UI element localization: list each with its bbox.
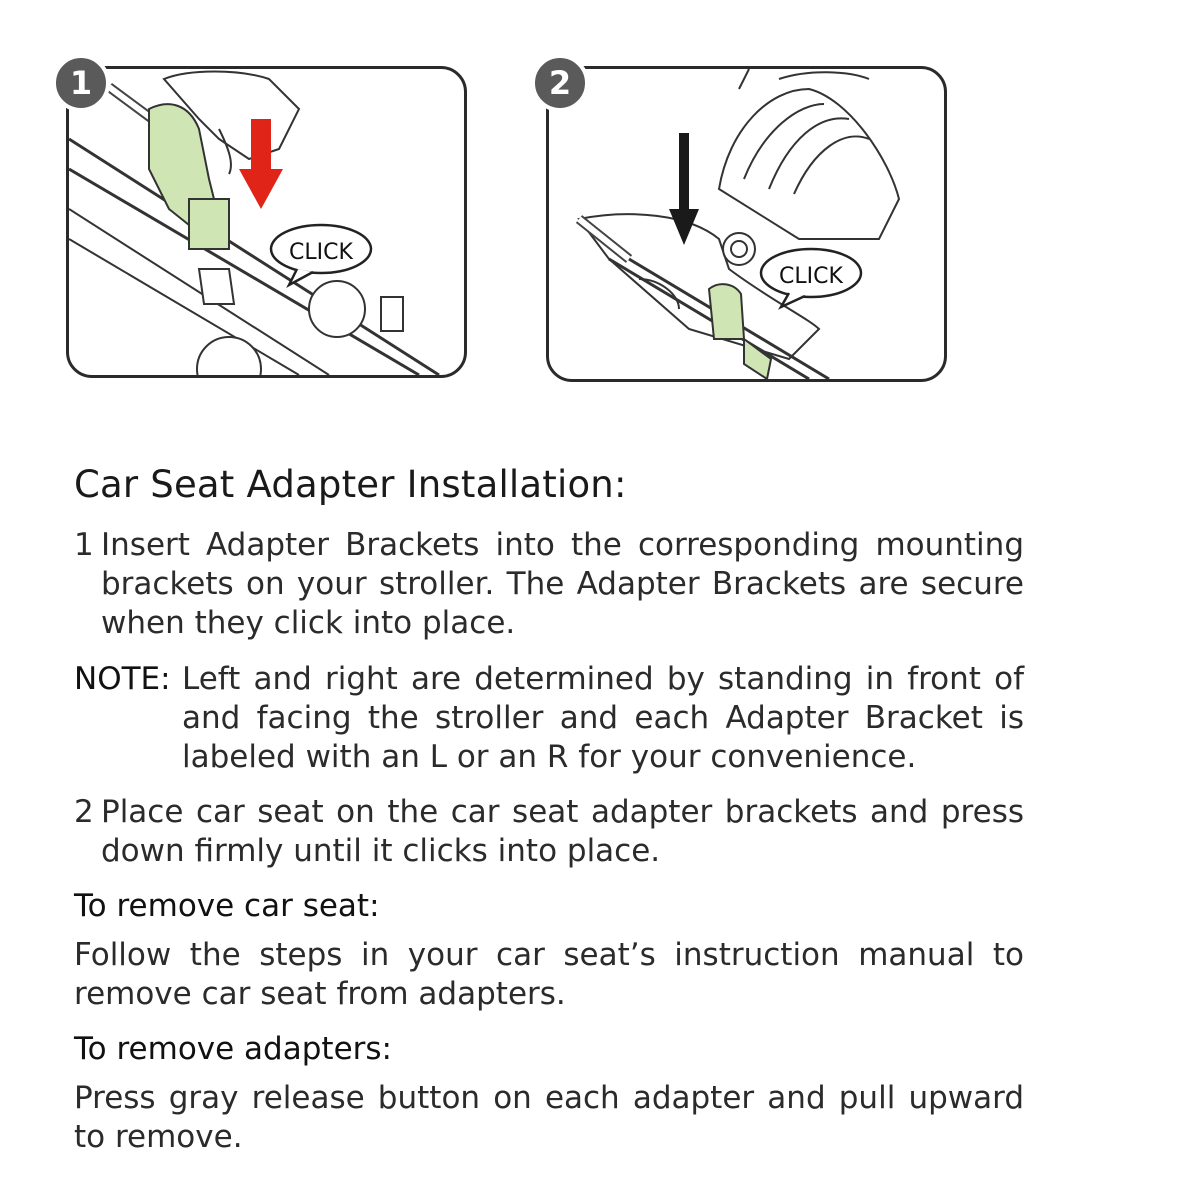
adapter-bracket bbox=[709, 284, 744, 339]
click-label: CLICK bbox=[289, 240, 353, 265]
note-label: NOTE: bbox=[74, 661, 171, 697]
step-1-badge: 1 bbox=[52, 54, 110, 112]
remove-adapters-heading: To remove adapters: bbox=[74, 1031, 392, 1067]
step-number: 1 bbox=[74, 527, 94, 563]
remove-car-seat-text: Follow the steps in your car seat’s instruction manual to remove car seat from adapters. bbox=[74, 937, 1024, 1012]
click-label: CLICK bbox=[779, 264, 843, 289]
instruction-step-2 bbox=[74, 793, 1024, 871]
step-number: 2 bbox=[74, 794, 94, 830]
illustration-step-2 bbox=[546, 66, 947, 382]
stroller-bracket-drawing bbox=[69, 69, 464, 375]
note-text: Left and right are determined by standing in front of and facing the stroller and each Adapter Bracket is labeled with an L or an R for your convenience. bbox=[182, 661, 1024, 775]
instruction-step-1 bbox=[74, 526, 1024, 643]
page-title: Car Seat Adapter Installation: bbox=[74, 463, 627, 506]
remove-adapters-text: Press gray release button on each adapter and pull upward to remove. bbox=[74, 1080, 1024, 1155]
remove-car-seat-heading: To remove car seat: bbox=[74, 888, 380, 924]
step-2-badge: 2 bbox=[531, 54, 589, 112]
note-block bbox=[74, 660, 1024, 777]
step-text: Insert Adapter Brackets into the corresponding mounting brackets on your stroller. The Adapter Brackets are secure when they click into place. bbox=[101, 527, 1024, 641]
step-text: Place car seat on the car seat adapter brackets and press down firmly until it clicks into place. bbox=[101, 794, 1024, 869]
car-seat-drawing bbox=[549, 69, 944, 379]
illustration-step-1 bbox=[66, 66, 467, 378]
